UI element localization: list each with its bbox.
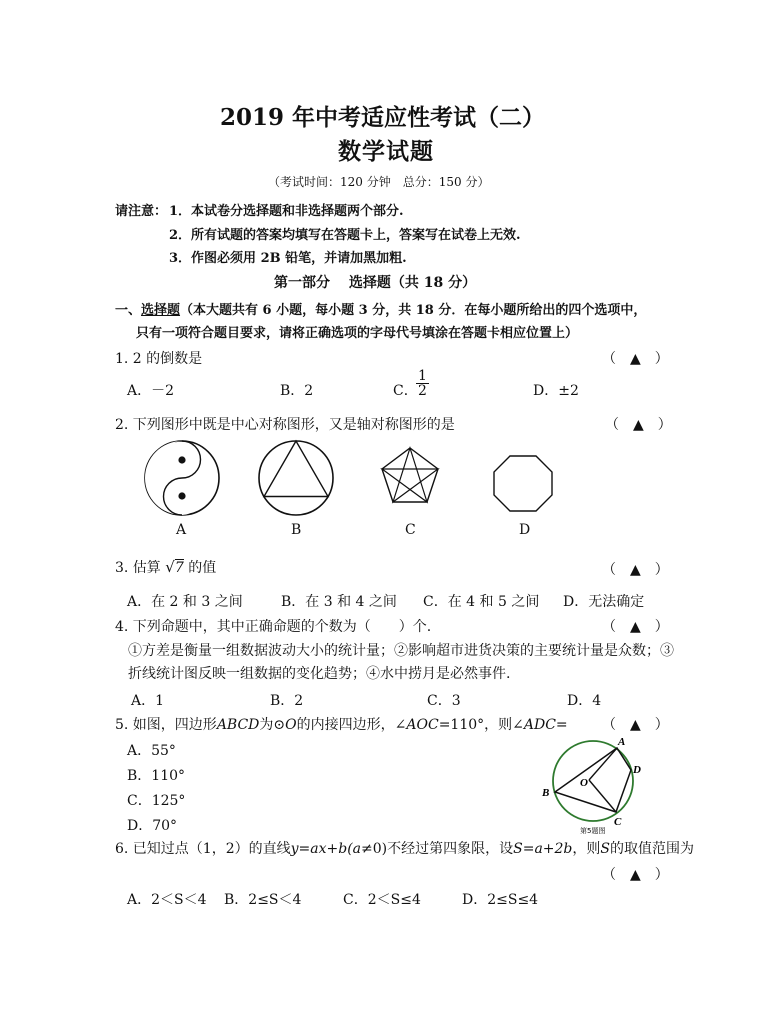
q5-option-b: B．110° xyxy=(127,768,186,784)
q6-stem-part: 6. 已知过点（1，2）的直线 xyxy=(115,841,291,857)
q4-option-c: C．3 xyxy=(427,693,461,709)
q5-figure xyxy=(538,733,650,838)
q4-stem: 4. 下列命题中，其中正确命题的个数为（ ）个. xyxy=(115,619,432,635)
q3-stem-post: 的值 xyxy=(188,560,217,576)
note-item-1: 1．本试卷分选择题和非选择题两个部分. xyxy=(169,204,404,219)
q1-option-d: D．±2 xyxy=(533,383,579,399)
q5-stem-part: ABCD xyxy=(216,717,260,733)
notes-label: 请注意： xyxy=(115,204,168,219)
fraction-numerator: 1 xyxy=(418,368,427,384)
q4-answer-mark: （ ▲ ） xyxy=(602,619,669,635)
q2-stem: 2. 下列图形中既是中心对称图形，又是轴对称图形的是 xyxy=(115,417,455,433)
note-item-3: 3．作图必须用 2B 铅笔，并请加黑加粗. xyxy=(169,251,407,266)
q5-stem-part: 的内接四边形，∠ xyxy=(296,717,407,733)
q6-option-a: A．2＜S＜4 xyxy=(127,892,207,908)
fraction-denominator: 2 xyxy=(418,383,427,399)
q3-radicand: 7 xyxy=(174,560,184,576)
q1-option-b: B．2 xyxy=(280,383,314,399)
q6-option-c: C．2＜S≤4 xyxy=(343,892,421,908)
q5-option-a: A．55° xyxy=(127,743,176,759)
q6-stem-part: S=a+2b xyxy=(513,841,573,857)
figure-a-yin-yang xyxy=(145,441,219,515)
q6-stem-part: 的取值范围为 xyxy=(610,841,694,857)
q6-stem-part: y=ax+b(a xyxy=(290,841,362,857)
q1-option-c-fraction xyxy=(416,369,429,398)
q3-stem xyxy=(115,557,216,577)
quadrilateral-abcd xyxy=(555,748,631,812)
exam-info: （考试时间：120 分钟 总分：150 分） xyxy=(268,175,490,189)
q3-option-d: D．无法确定 xyxy=(563,594,645,610)
q2-label-a: A xyxy=(176,522,187,538)
q6-stem-part: ≠0)不经过第四象限，设 xyxy=(361,841,514,857)
q5-option-c: C．125° xyxy=(127,793,186,809)
q1-answer-mark: （ ▲ ） xyxy=(602,351,669,367)
q1-stem: 1. 2 的倒数是 xyxy=(115,351,203,367)
point-c-label: C xyxy=(614,816,622,828)
part1-heading: 第一部分 选择题（共 18 分） xyxy=(274,275,477,291)
q2-label-b: B xyxy=(291,522,302,538)
point-o-label: O xyxy=(580,777,588,789)
q5-stem-part: ADC xyxy=(523,717,556,733)
q2-label-d: D xyxy=(519,522,531,538)
figure-d-octagon xyxy=(494,456,552,511)
section1-intro xyxy=(115,299,646,318)
q5-stem-part: O xyxy=(285,717,297,733)
q3-answer-mark: （ ▲ ） xyxy=(602,562,669,578)
section1-desc-line1: （本大题共有 6 小题，每小题 3 分，共 18 分．在每小题所给出的四个选项中， xyxy=(180,303,647,318)
sqrt-icon: √ xyxy=(165,558,175,576)
q6-option-b: B．2≤S＜4 xyxy=(224,892,302,908)
q1-option-a: A．－2 xyxy=(127,383,175,399)
q4-option-a: A．1 xyxy=(131,693,165,709)
q5-stem-part: =110°，则∠ xyxy=(438,717,524,733)
q3-option-a: A．在 2 和 3 之间 xyxy=(127,594,243,610)
point-b-label: B xyxy=(542,787,550,799)
q4-option-b: B．2 xyxy=(270,693,304,709)
q6-answer-mark: （ ▲ ） xyxy=(602,867,669,883)
q6-option-d: D．2≤S≤4 xyxy=(462,892,539,908)
q5-option-d: D．70° xyxy=(127,818,178,834)
section1-name: 选择题 xyxy=(141,303,181,318)
q5-stem-part: 为⊙ xyxy=(259,717,286,733)
q6-stem-part: S xyxy=(600,841,610,857)
q2-figures xyxy=(140,436,580,526)
figure-c-pentagon-star xyxy=(382,448,438,502)
section1-prefix: 一、 xyxy=(115,303,142,318)
q2-answer-mark: （ ▲ ） xyxy=(605,417,672,433)
q3-stem-pre: 3. 估算 xyxy=(115,560,161,576)
exam-title: 2019 年中考适应性考试（二） xyxy=(220,104,546,131)
q3-option-c: C．在 4 和 5 之间 xyxy=(423,594,540,610)
q6-stem-part: ，则 xyxy=(572,841,601,857)
q3-option-b: B．在 3 和 4 之间 xyxy=(281,594,397,610)
figure-b-circle-triangle xyxy=(259,441,333,515)
point-d-label: D xyxy=(633,764,641,776)
q1-option-c: C． xyxy=(393,383,418,399)
q2-label-c: C xyxy=(405,522,416,538)
q4-option-d: D．4 xyxy=(567,693,602,709)
q4-text-line2: 折线统计图反映一组数据的变化趋势；④水中捞月是必然事件. xyxy=(128,666,511,682)
q5-stem-part: 5. 如图，四边形 xyxy=(115,717,217,733)
subject-title: 数学试题 xyxy=(338,138,434,165)
q5-answer-mark: （ ▲ ） xyxy=(602,717,669,733)
q5-stem xyxy=(115,714,568,734)
point-a-label: A xyxy=(618,736,626,748)
q5-stem-part: = xyxy=(555,717,568,733)
q6-stem xyxy=(115,838,694,858)
q4-text-line1: ①方差是衡量一组数据波动大小的统计量；②影响超市进货决策的主要统计量是众数；③ xyxy=(128,643,674,659)
section1-desc-line2: 只有一项符合题目要求，请将正确选项的字母代号填涂在答题卡相应位置上） xyxy=(136,326,579,341)
figure-caption: 第5题图 xyxy=(580,827,606,835)
note-item-2: 2．所有试题的答案均填写在答题卡上，答案写在试卷上无效. xyxy=(169,228,521,243)
q5-stem-part: AOC xyxy=(406,717,439,733)
